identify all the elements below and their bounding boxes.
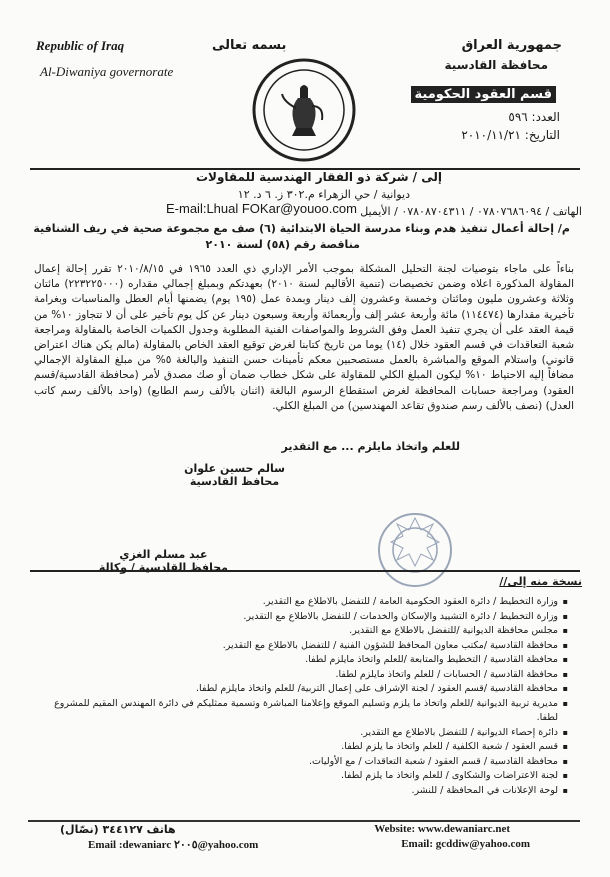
governorate-seal-icon	[252, 58, 356, 162]
copies-divider	[30, 570, 580, 572]
document-number: العدد: ٥٩٦	[508, 110, 560, 124]
footer-email-1: Email :dewaniarc ٢٠٠٥@yahoo.com	[88, 839, 259, 851]
addressee-company: إلى / شركة ذو الفقار الهندسية للمقاولات	[195, 170, 442, 184]
letter-closing: للعلم واتخاذ مايلزم ... مع التقدير	[281, 440, 460, 453]
copies-heading: نسخة منه إلى//	[499, 575, 582, 588]
list-item: ▪ محافظة القادسية /مكتب معاون المحافظ للشؤون الفنية / للتفضل بالاطلاع مع التقدير.	[48, 639, 568, 654]
signatory-name: عبد مسلم الغزي	[119, 548, 208, 561]
list-item: ▪ وزارة التخطيط / دائرة العقود الحكومية العامة / للتفضل بالاطلاع مع التقدير.	[48, 595, 568, 610]
addressee-address: ديوانية / حي الزهراء م.٣٠٢ ز. ٦ د. ١٢	[237, 188, 410, 201]
list-item: ▪ لوحة الإعلانات في المحافظة / للنشر.	[48, 784, 568, 799]
header-ar-line3: قسم العقود الحكومية	[411, 86, 557, 103]
signatory-name: سالم حسين علوان	[184, 462, 285, 475]
list-item: ▪ لجنة الاعتراضات والشكاوى / للعلم واتخاذ ما يلزم لطفا.	[48, 769, 568, 784]
footer-phone: هاتف ٣٤٤١٢٧ (نصّال)	[60, 823, 176, 836]
footer-website: Website: www.dewaniarc.net	[374, 823, 510, 835]
header-en-line2: Al-Diwaniya governorate	[40, 64, 174, 79]
signatory-title: محافظ القادسية	[189, 475, 280, 488]
list-item: ▪ مجلس محافظة الديوانية /للتفضل بالاطلاع مع التقدير.	[48, 624, 568, 639]
addressee-phone: الهاتف / ٠٧٨٠٧٦٨٦٠٩٤ / ٠٧٨٠٨٧٠٤٣١١ / الأيميل	[360, 205, 582, 218]
list-item: ▪ محافظة القادسية / الحسابات / للعلم واتخاذ مايلزم لطفا.	[48, 668, 568, 683]
list-item: ▪ محافظة القادسية / التخطيط والمتابعة /للعلم واتخاذ مايلزم لطفا.	[48, 653, 568, 668]
signature-block-governor	[184, 462, 285, 488]
tender-number: مناقصة رقم (٥٨) لسنة ٢٠١٠	[205, 238, 360, 251]
footer-email-2: Email: gcddiw@yahoo.com	[401, 838, 530, 850]
document-date: التاريخ: ٢٠١٠/١١/٢١	[461, 128, 560, 142]
letter-body: بناءاً على ماجاء بتوصيات لجنة التحليل المشكلة بموجب الأمر الإداري ذي العدد ١٩٦٥ في ٢٠١٠/٨/١٥ تقرر إحالة إعمال المقاولة المذكورة اعلاه وضمن تخصيصات (تنمية الأقاليم لسنة ٢٠١٠) بعهدتكم وبمبلغ إجمالي مقداره (٢٢٣٢٢٥٠٠٠) مائتان وثلاثة وعشرون مليون ومائتان وخمسة وعشرون إلف دينار وبمدة عمل (١٩٥ يوم) يضمنها أيام العطل والمناسبات وبغرامة تأخيرية مقدارها (١١٤٤٧٤) مائة وأربعة عشر إلف وأربعمائة وأربعة وسبعون دينار عن كل يوم تأخير على أن لا تتجاوز ١٠% من قيمة العقد على أن يجري تنفيذ العمل وفق الشروط والمواصفات الفنية المطلوبة وجدول الكميات الخاصة بالمقاولة ومراجعة شعبة التعاقدات في قسم العقود خلال (١٤) يوما من تاريخ كتابنا لغرض توقيع العقد الخاص بالمقاولة (مالم يكن هناك اعتراض قانوني) واستلام الموقع والمباشرة بالعمل مستصحبين معكم تأمينات حسن التنفيذ والبالغة ٥% من مبلغ المقاولة الإجمالي مضافاً إليه الاحتياط ١٠% ليكون المبلغ الكلي للمقاولة على شكل خطاب ضمان أو صك مصدق لأمر (محافظة القادسية/قسم العقود) ومراجعة حسابات المحافظة لغرض استقطاع الرسوم البالغة (اثنان بالألف رسم الطابع) (واحد بالألف رسم كاتب العدل) (نصف بالألف رسم صندوق تقاعد المهندسين) من المبلغ الكلي.	[34, 263, 575, 412]
list-item: ▪ وزارة التخطيط / دائرة التشييد والإسكان والخدمات / للتفضل بالاطلاع مع التقدير.	[48, 610, 568, 625]
copies-list	[48, 595, 582, 798]
addressee-email: E-mail:Lhual FOKar@youoo.com	[166, 201, 357, 216]
list-item: ▪ دائرة إحصاء الديوانية / للتفضل بالاطلاع مع التقدير.	[48, 726, 568, 741]
list-item: ▪ محافظة القادسية /قسم العقود / لجنة الإشراف على إعمال التربية/ للعلم واتخاذ مايلزم لطفا.	[48, 682, 568, 697]
letter-subject: م/ إحالة أعمال تنفيذ هدم وبناء مدرسة الحياة الابتدائية (٦) صف مع مجموعة صحية في ريف الشنافية	[33, 222, 570, 235]
footer-divider	[28, 820, 580, 822]
header-bismillah: بسمه تعالى	[212, 38, 287, 53]
contracts-stamp-icon	[375, 510, 455, 590]
list-item: ▪ مديرية تربية الديوانية /للعلم واتخاذ ما يلزم وتسليم الموقع وإعلامنا المباشرة وتسمية ممثليكم في دائرة المهندس المقيم للمشروع لطفا.	[48, 697, 568, 726]
list-item: ▪ قسم العقود / شعبة الكلفية / للعلم واتخاذ ما يلزم لطفا.	[48, 740, 568, 755]
header-ar-line1: جمهورية العراق	[461, 38, 562, 53]
header-en-line1: Republic of Iraq	[36, 38, 125, 53]
signatory-title: محافظ القادسية / وكالة	[98, 561, 228, 574]
header-ar-line2: محافظة القادسية	[444, 58, 548, 72]
list-item: ▪ محافظة القادسية / قسم العقود / شعبة التعاقدات / مع الأوليات.	[48, 755, 568, 770]
